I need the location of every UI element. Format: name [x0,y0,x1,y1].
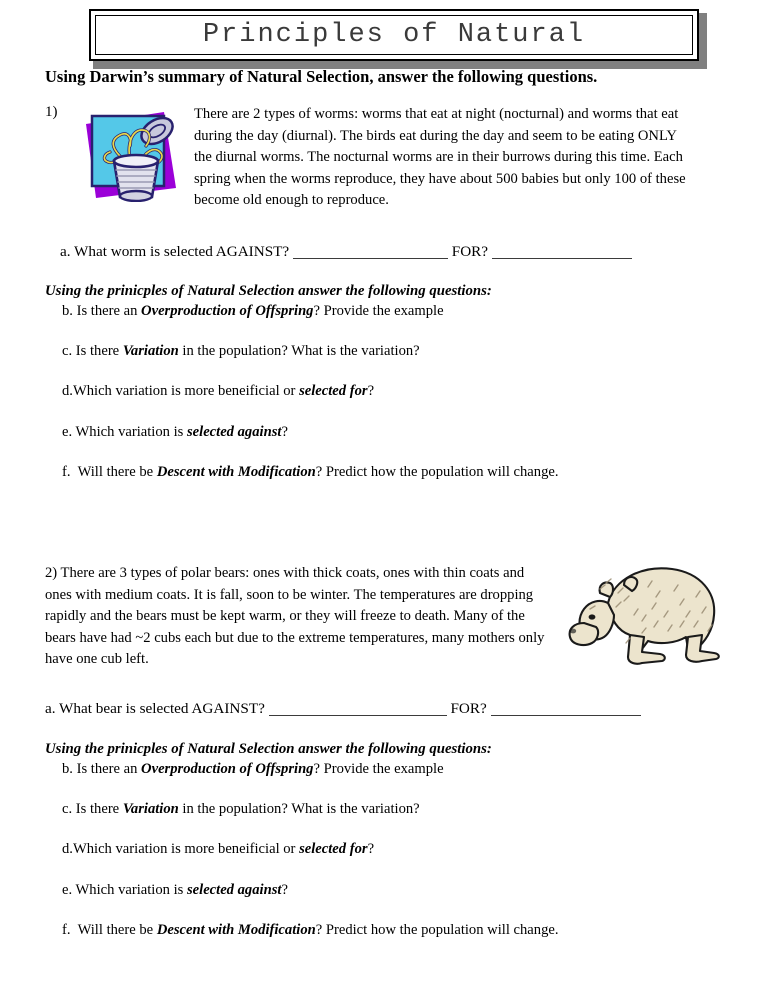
part-label: e. [62,882,73,898]
part-text-pre: Is there an [76,761,142,777]
can-of-worms-icon [80,104,184,202]
question-1-part-a-prefix: a. What worm is selected AGAINST? [60,243,290,260]
part-term: selected against [186,424,282,440]
question-1-part-a [60,243,632,261]
part-text-post: ? Provide the example [313,303,444,319]
part-label: f. [62,922,71,938]
part-label: d. [62,383,73,399]
question-1-part-d [62,383,374,400]
question-2-part-a-middle: FOR? [450,700,487,717]
question-1-part-c [62,343,420,360]
page-title: Principles of Natural [202,20,586,50]
question-2-part-c [62,801,420,818]
part-text-pre: Is there [75,801,123,817]
question-2-part-d [62,841,374,858]
part-text-pre: Which variation is more beneificial or [72,841,300,857]
part-text-post: ? Predict how the population will change. [315,464,559,480]
part-text-post: ? Predict how the population will change. [315,922,559,938]
question-1-part-a-middle: FOR? [451,243,489,260]
part-label: e. [62,424,73,440]
part-term: Overproduction of Offspring [141,761,314,777]
part-text-pre: Is there an [76,303,142,319]
part-text-pre: Which variation is [75,424,187,440]
part-label: b. [62,303,73,319]
part-term: Descent with Modification [156,464,316,480]
part-text-post: ? [281,882,288,898]
question-2-passage: 2) There are 3 types of polar bears: ones with thick coats, ones with thin coats and ones with medium coats. It is fall, soon to be winter. The temperatures are dropping rapidly and the bears must be kept warm, or they will freeze to death. Many of the bears have had ~2 cubs each but due to the extreme temperatures, many mothers only have one cub left. [45,565,545,667]
part-text-post: ? [367,841,375,857]
part-term: selected for [299,383,368,399]
part-term: Overproduction of Offspring [141,303,314,319]
question-1-part-e [62,424,288,441]
part-text-post: ? [367,383,375,399]
part-term: Descent with Modification [156,922,316,938]
question-1-blank-for[interactable] [492,258,632,259]
question-1-passage: There are 2 types of worms: worms that eat at night (nocturnal) and worms that eat during the day (diurnal). The birds eat during the day and seem to be eating ONLY the diurnal worms. The nocturnal worms are in their burrows during this time. Each spring when the worms reproduce, they have about 500 babies but only 100 of these become old enough to reproduce. [194,106,686,208]
part-text-post: ? [281,424,288,440]
question-2-part-a [45,700,641,718]
part-term: Variation [122,343,179,359]
part-label: c. [62,801,73,817]
part-text-post: ? Provide the example [313,761,444,777]
question-2-part-b [62,761,444,778]
question-1-part-b [62,303,444,320]
part-text-pre: Will there be [77,464,157,480]
part-text-post: in the population? What is the variation? [178,801,420,817]
question-2-part-e [62,882,288,899]
part-label: f. [62,464,71,480]
question-2-part-a-prefix: a. What bear is selected AGAINST? [45,700,265,717]
part-text-pre: Which variation is more beneificial or [72,383,300,399]
part-term: selected for [299,841,368,857]
part-text-pre: Will there be [77,922,157,938]
question-1-number: 1) [45,104,58,120]
part-label: b. [62,761,73,777]
question-2-part-f [62,922,559,939]
part-term: Variation [122,801,179,817]
polar-bear-icon [556,557,728,669]
part-text-pre: Which variation is [75,882,187,898]
part-text-post: in the population? What is the variation? [178,343,420,359]
part-text-pre: Is there [75,343,123,359]
intro-instruction: Using Darwin’s summary of Natural Selection, answer the following questions. [45,67,598,86]
part-term: selected against [186,882,282,898]
part-label: d. [62,841,73,857]
question-2-blank-against[interactable] [269,715,447,716]
question-2-blank-for[interactable] [491,715,641,716]
title-box-inner-border [95,15,693,55]
question-2-section-header: Using the prinicples of Natural Selection answer the following questions: [45,741,492,757]
question-1-section-header: Using the prinicples of Natural Selection answer the following questions: [45,283,492,299]
part-label: c. [62,343,73,359]
title-box [89,9,703,65]
question-1-blank-against[interactable] [293,258,448,259]
title-box-outer-border [89,9,699,61]
question-1-part-f [62,464,559,481]
